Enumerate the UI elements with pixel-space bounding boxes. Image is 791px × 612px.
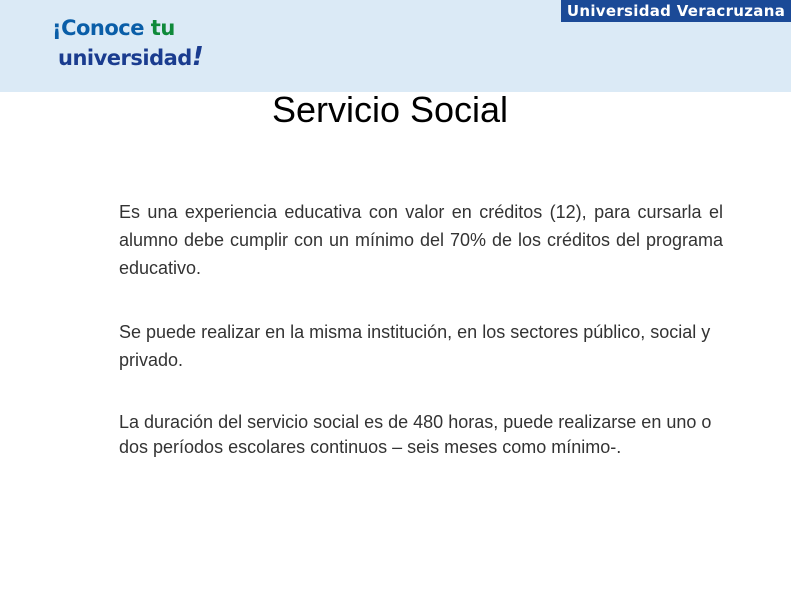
paragraph-creditos: Es una experiencia educativa con valor en créditos (12), para cursarla el alumno debe cumplir con un mínimo del 70% de los créditos del programa educativo. <box>119 202 723 278</box>
logo-line1-prefix: ¡Conoce <box>52 16 151 40</box>
logo-line1 <box>52 16 175 40</box>
paragraph-sectores: Se puede realizar en la misma institución, en los sectores público, social y privado. <box>119 322 711 370</box>
conoce-tu-universidad-logo <box>52 16 202 72</box>
logo-tu: tu <box>150 16 175 40</box>
logo-exclamation: ! <box>191 42 204 72</box>
paragraph-duracion: La duración del servicio social es de 480 horas, puede realizarse en uno o dos períodos escolares continuos – seis meses como mínimo-. <box>119 412 712 457</box>
logo-line2 <box>58 42 203 72</box>
logo-line2-text: universidad <box>58 46 192 70</box>
universidad-veracruzana-banner: Universidad Veracruzana <box>561 0 791 22</box>
slide-title: Servicio Social <box>271 89 509 130</box>
